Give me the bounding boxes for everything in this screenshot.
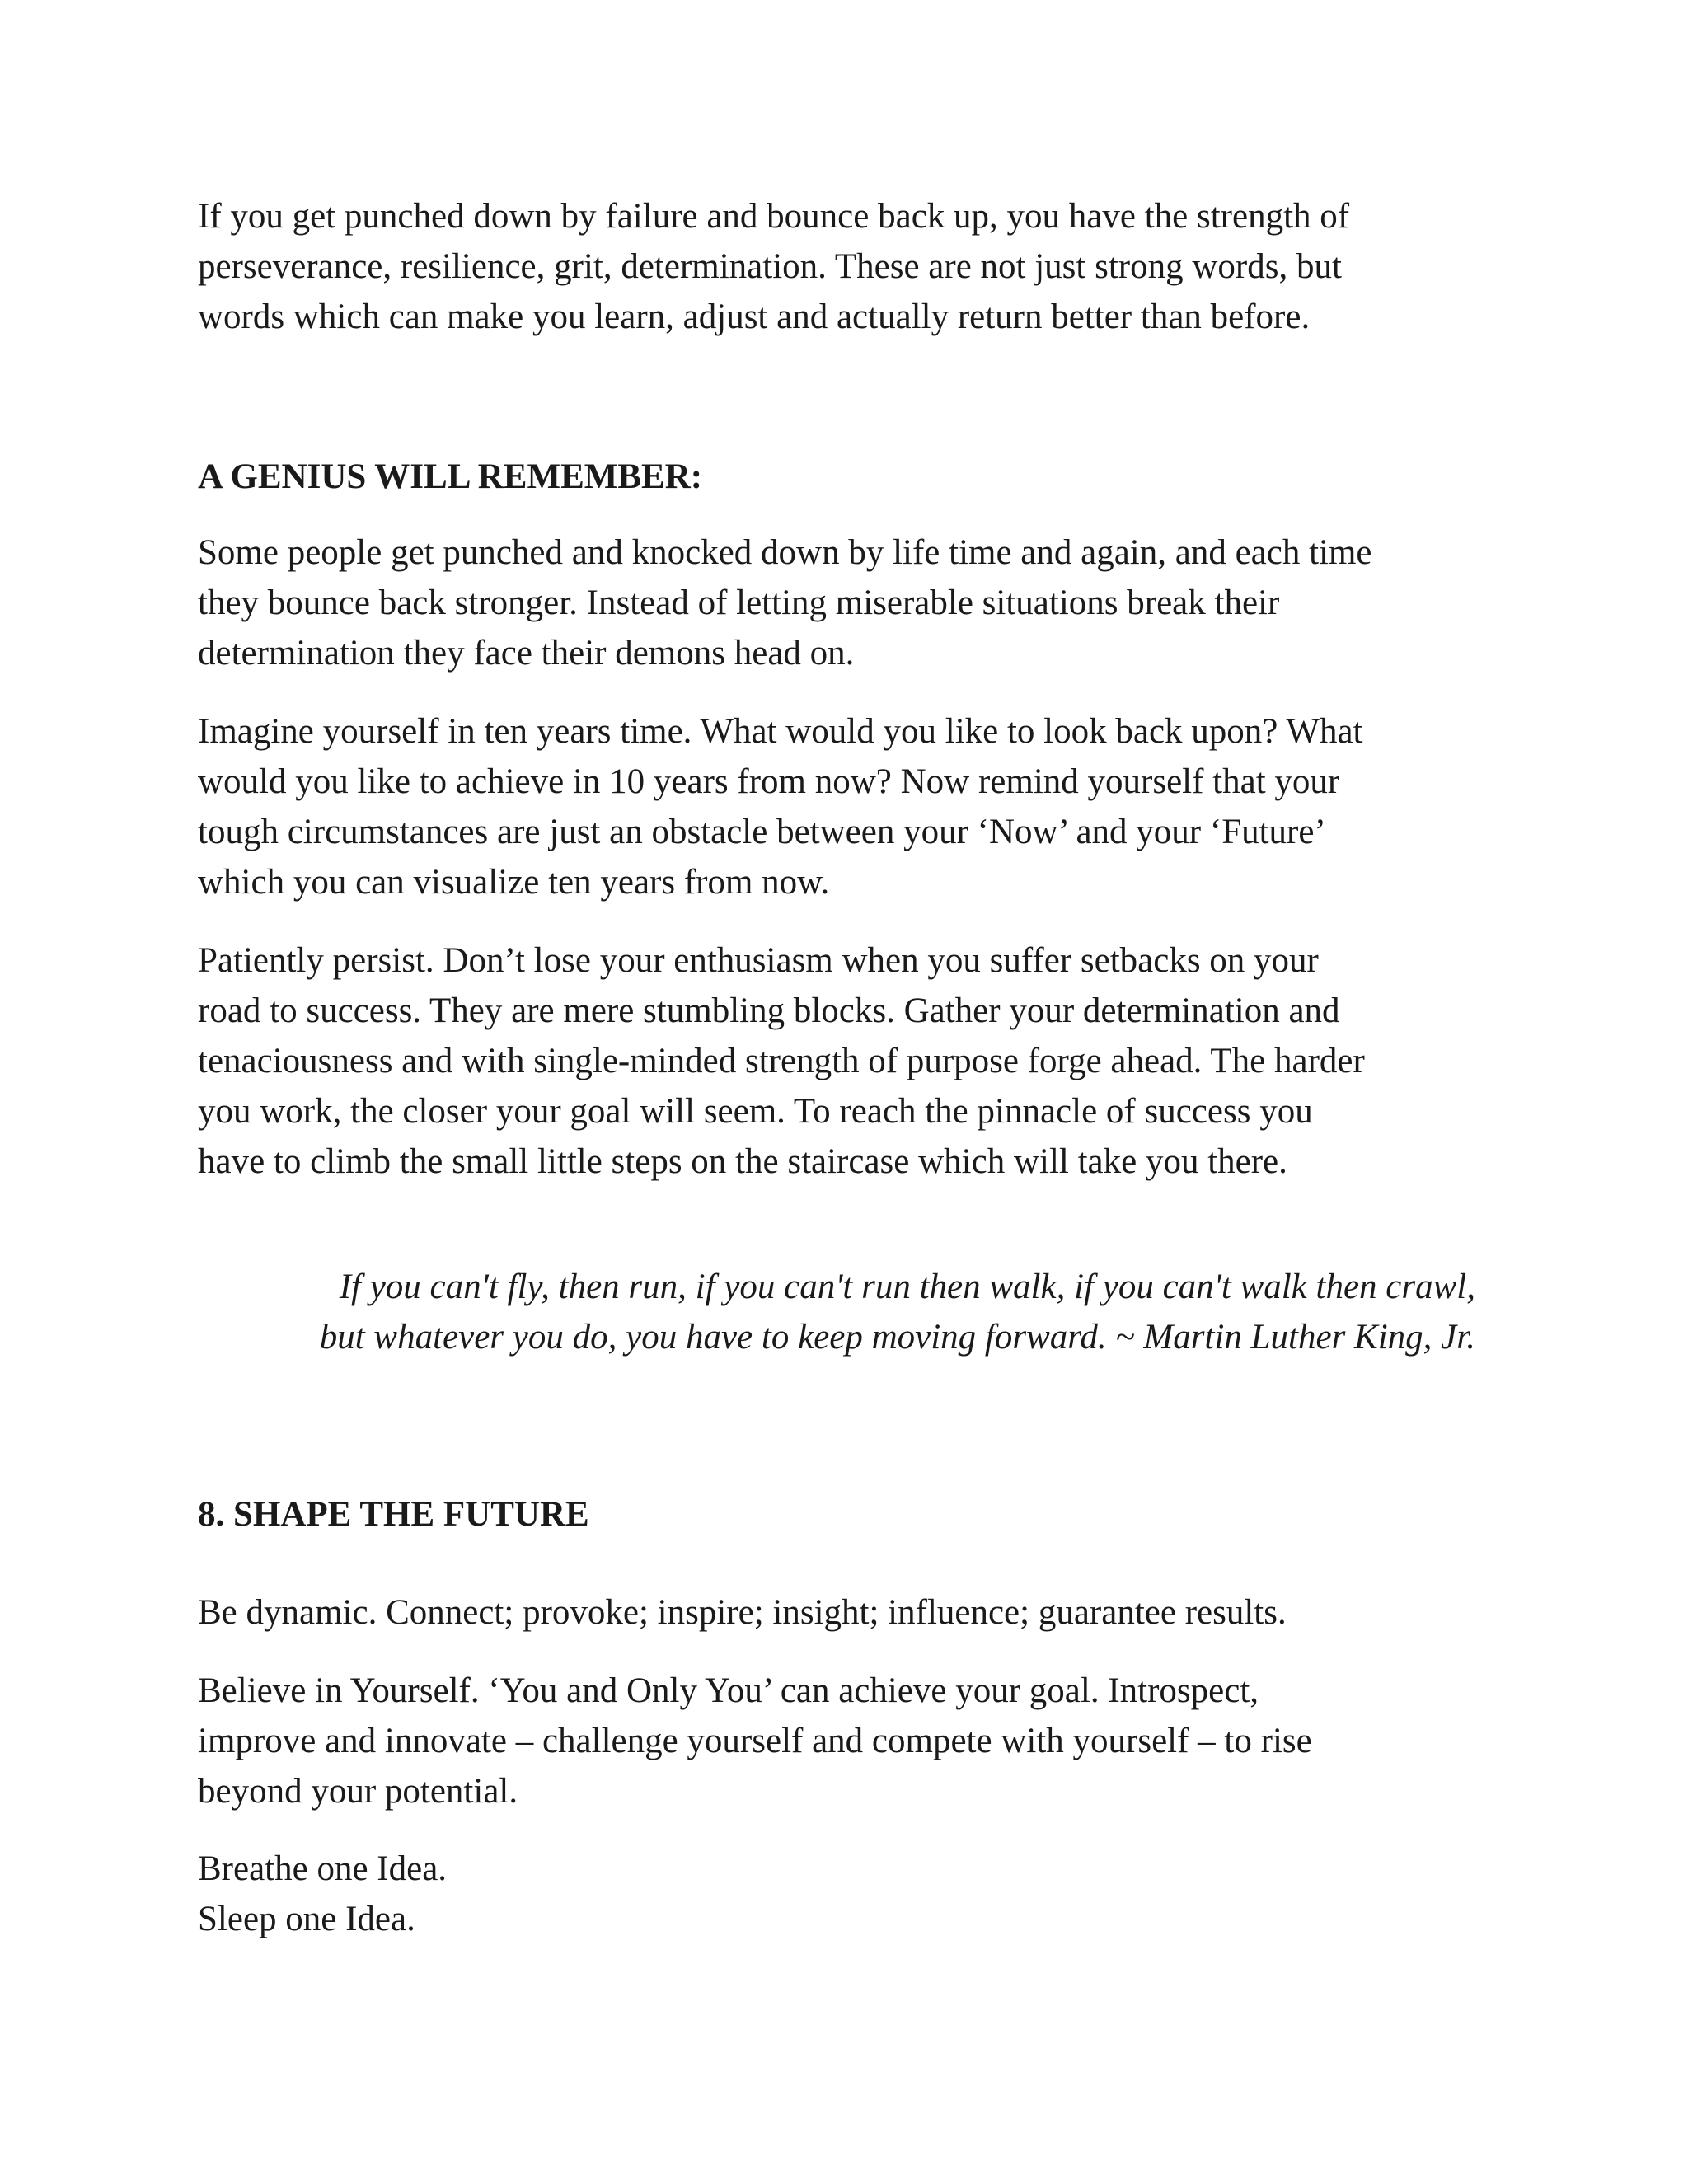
text-line: determination they face their demons head on. — [198, 634, 855, 673]
text-line: road to success. They are mere stumbling blocks. Gather your determination and — [198, 991, 1340, 1030]
text-line: Be dynamic. Connect; provoke; inspire; insight; influence; guarantee results. — [198, 1593, 1287, 1632]
text-line: Breathe one Idea. — [198, 1849, 448, 1888]
shape-paragraph-1 — [198, 1587, 1517, 1638]
shape-paragraph-2 — [198, 1666, 1517, 1816]
text-line: If you get punched down by failure and bounce back up, you have the strength of — [198, 197, 1350, 236]
text-line: Sleep one Idea. — [198, 1900, 415, 1938]
text-line: words which can make you learn, adjust and actually return better than before. — [198, 298, 1311, 336]
text-line: would you like to achieve in 10 years from now? Now remind yourself that your — [198, 762, 1340, 801]
quote-block — [198, 1262, 1475, 1362]
text-line: beyond your potential. — [198, 1772, 518, 1811]
genius-paragraph-1 — [198, 527, 1517, 678]
section-heading-genius: A GENIUS WILL REMEMBER: — [198, 457, 703, 496]
text-line: improve and innovate – challenge yourself and compete with yourself – to rise — [198, 1722, 1312, 1760]
shape-paragraph-3 — [198, 1844, 1517, 1944]
intro-paragraph — [198, 191, 1517, 342]
genius-paragraph-2 — [198, 706, 1517, 907]
text-line: Some people get punched and knocked down by life time and again, and each time — [198, 533, 1372, 572]
text-line: you work, the closer your goal will seem. To reach the pinnacle of success you — [198, 1092, 1313, 1131]
text-line: Patiently persist. Don’t lose your enthusiasm when you suffer setbacks on your — [198, 941, 1319, 980]
text-line: have to climb the small little steps on the staircase which will take you there. — [198, 1142, 1287, 1181]
text-line: perseverance, resilience, grit, determination. These are not just strong words, but — [198, 247, 1342, 286]
text-line: which you can visualize ten years from now. — [198, 863, 830, 902]
text-line: Believe in Yourself. ‘You and Only You’ can achieve your goal. Introspect, — [198, 1671, 1259, 1710]
text-line: tough circumstances are just an obstacle between your ‘Now’ and your ‘Future’ — [198, 813, 1326, 851]
text-line: they bounce back stronger. Instead of letting miserable situations break their — [198, 583, 1280, 622]
text-line: Imagine yourself in ten years time. What would you like to look back upon? What — [198, 712, 1363, 751]
section-heading-shape-the-future: 8. SHAPE THE FUTURE — [198, 1495, 589, 1534]
genius-paragraph-3 — [198, 935, 1517, 1187]
text-line: tenaciousness and with single-minded strength of purpose forge ahead. The harder — [198, 1042, 1365, 1080]
quote-line: If you can't fly, then run, if you can't run then walk, if you can't walk then crawl, — [339, 1268, 1475, 1306]
quote-line: but whatever you do, you have to keep moving forward. ~ Martin Luther King, Jr. — [319, 1318, 1475, 1357]
